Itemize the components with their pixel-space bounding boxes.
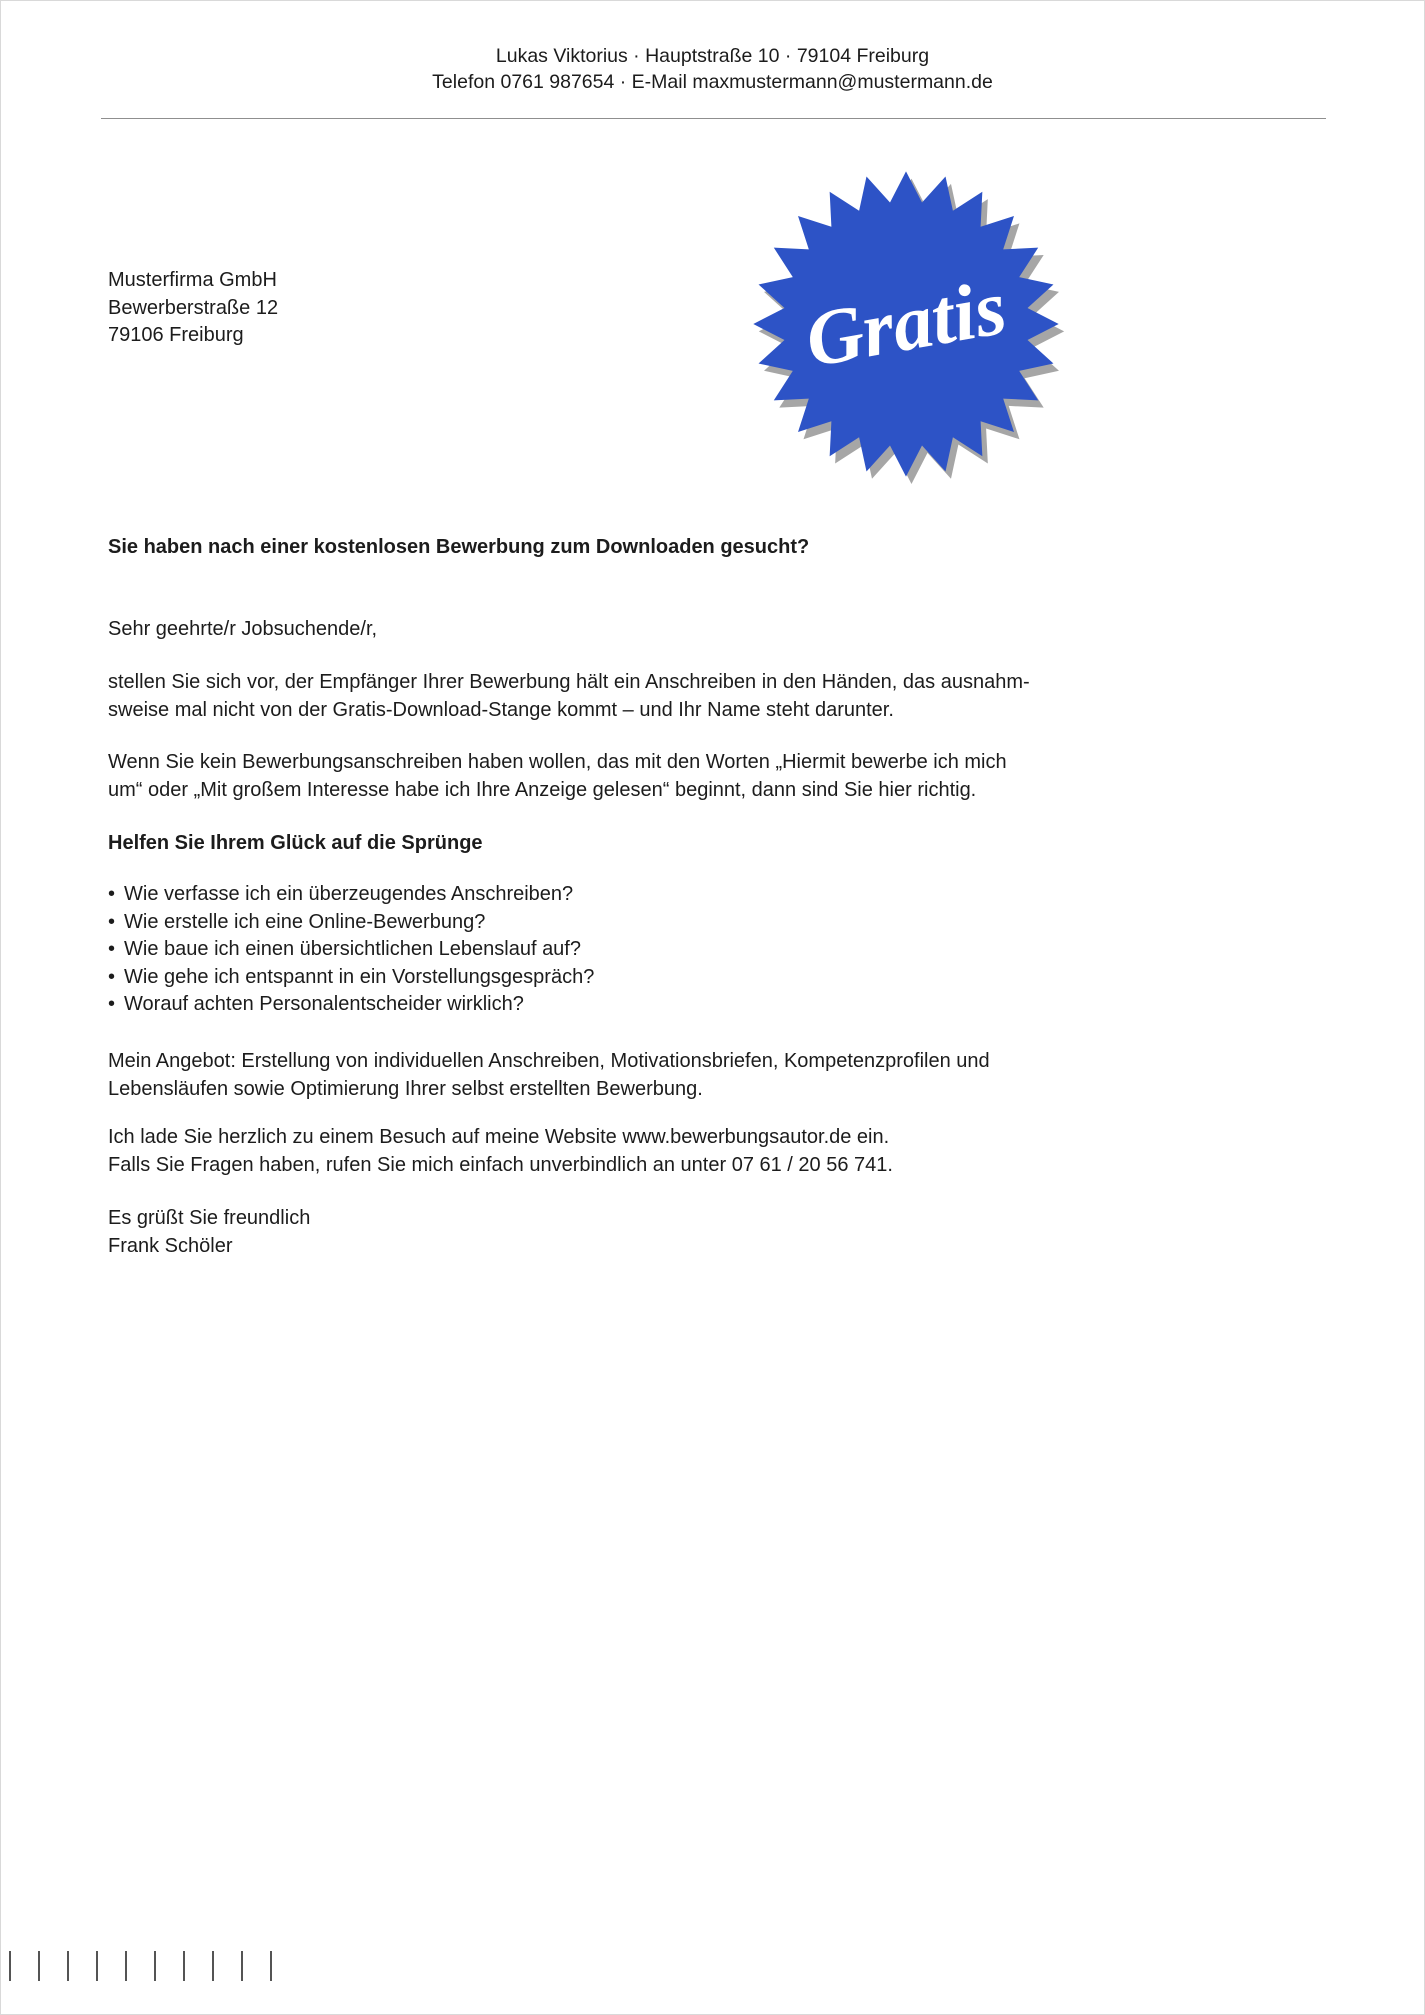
closing-signature: Frank Schöler [108,1235,233,1257]
bullet-icon: • [108,965,116,988]
paragraph-line: Wenn Sie kein Bewerbungsanschreiben haben wollen, das mit den Worten „Hiermit bewerbe ich mich [108,751,1007,773]
header-divider [101,118,1326,119]
paragraph-line: Falls Sie Fragen haben, rufen Sie mich einfach unverbindlich an unter 07 61 / 20 56 741. [108,1154,893,1176]
scan-artifact-marks [9,1951,291,1981]
sender-address-line: Lukas Viktorius · Hauptstraße 10 · 79104 Freiburg [495,45,930,67]
sender-contact-line: Telefon 0761 987654 · E-Mail maxmustermann@mustermann.de [432,71,993,93]
list-item [108,991,1068,1019]
bullet-icon: • [108,993,116,1016]
bullet-icon: • [108,938,116,961]
list-item-text: Wie erstelle ich eine Online-Bewerbung? [124,910,486,933]
recipient-company: Musterfirma GmbH [108,269,277,291]
recipient-address [108,267,278,350]
list-item [108,881,1068,909]
list-item-text: Wie verfasse ich ein überzeugendes Anschreiben? [124,883,574,905]
paragraph-line: stellen Sie sich vor, der Empfänger Ihrer Bewerbung hält ein Anschreiben in den Händen, das ausnahm- [108,671,1030,693]
list-item [108,964,1068,992]
badge-label: Gratis [799,263,1013,385]
paragraph-hook [108,748,1068,804]
paragraph-line: Mein Angebot: Erstellung von individuellen Anschreiben, Motivationsbriefen, Kompetenzprofilen und [108,1050,990,1072]
list-item-text: Wie baue ich einen übersichtlichen Lebenslauf auf? [124,938,581,961]
list-item [108,909,1068,937]
list-item [108,936,1068,964]
recipient-street: Bewerberstraße 12 [108,296,279,319]
paragraph-offer [108,1047,1068,1103]
paragraph-intro [108,668,1068,724]
benefits-list [108,881,1068,1019]
closing [108,1204,1068,1260]
list-item-text: Worauf achten Personalentscheider wirklich? [124,993,524,1016]
section-heading: Helfen Sie Ihrem Glück auf die Sprünge [108,832,483,854]
paragraph-line: sweise mal nicht von der Gratis-Download-Stange kommt – und Ihr Name steht darunter. [108,699,894,721]
bullet-icon: • [108,883,116,905]
bullet-icon: • [108,910,116,933]
paragraph-contact [108,1123,1068,1179]
paragraph-line: um“ oder „Mit großem Interesse habe ich Ihre Anzeige gelesen“ beginnt, dann sind Sie hier richtig. [108,779,977,801]
starburst-icon [746,164,1066,484]
closing-greeting: Es grüßt Sie freundlich [108,1207,311,1229]
list-item-text: Wie gehe ich entspannt in ein Vorstellungsgespräch? [124,965,595,988]
gratis-badge [746,164,1066,489]
paragraph-line: Lebensläufen sowie Optimierung Ihrer selbst erstellten Bewerbung. [108,1078,703,1100]
subject-line: Sie haben nach einer kostenlosen Bewerbung zum Downloaden gesucht? [108,536,810,558]
sender-header [1,43,1424,95]
recipient-city: 79106 Freiburg [108,324,244,346]
paragraph-line: Ich lade Sie herzlich zu einem Besuch auf meine Website www.bewerbungsautor.de ein. [108,1126,890,1148]
salutation: Sehr geehrte/r Jobsuchende/r, [108,618,378,640]
